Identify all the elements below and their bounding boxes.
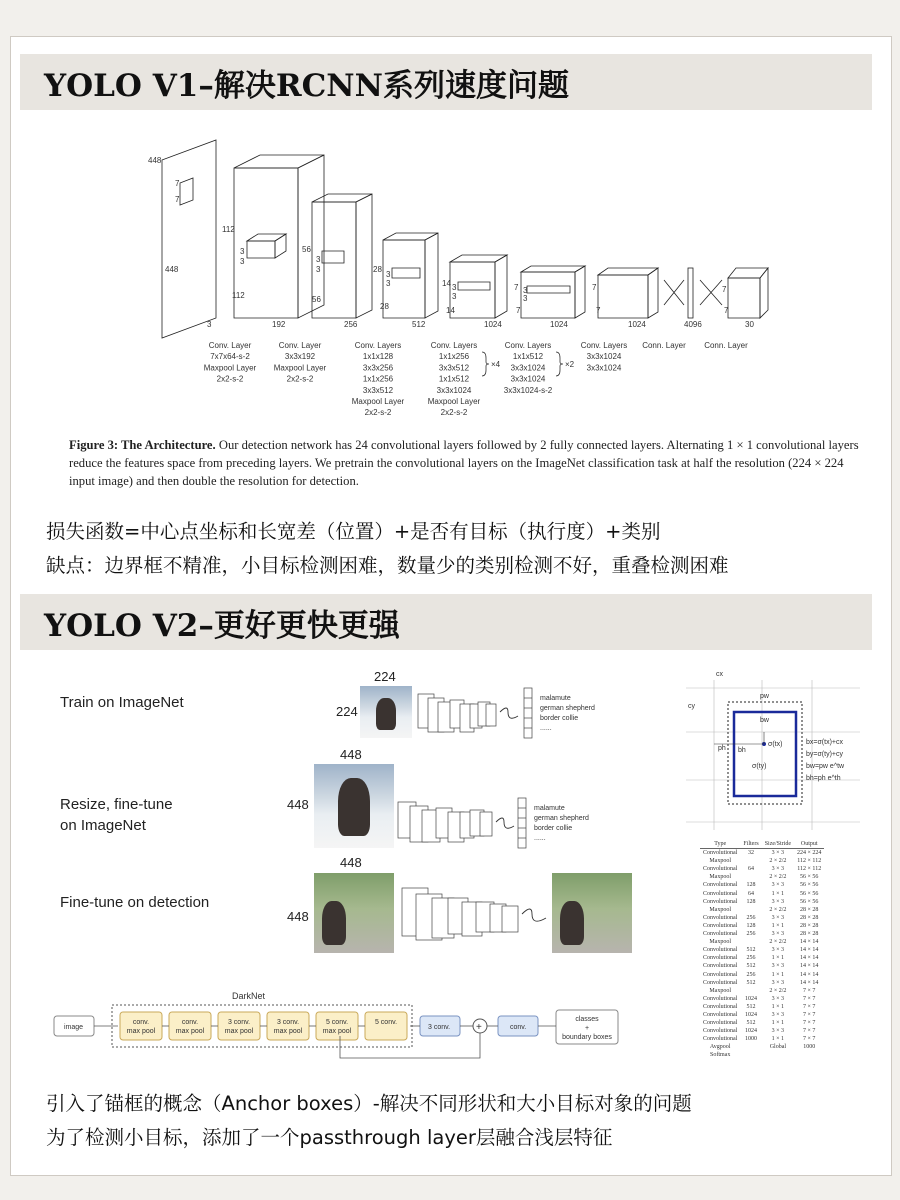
layer-group-4-line: 2x2-s-2 [440,408,468,418]
table-cell: 2 × 2/2 [769,858,787,865]
table-cell: Convolutional [703,1028,738,1035]
svg-text:28: 28 [380,302,389,311]
stage-label-3: Fine-tune on detection [60,894,210,911]
class-label: german shepherd [534,815,589,822]
layer-group-2-line: 2x2-s-2 [286,374,314,384]
table-cell: Convolutional [703,866,738,873]
darknet-block-2 [169,1012,211,1040]
svg-text:bh=ph e^th: bh=ph e^th [806,775,841,782]
cons-note: 缺点：边界框不精准，小目标检测困难，数量少的类别检测不好，重叠检测困难 [46,554,729,577]
table-row [700,1027,824,1035]
table-cell: 512 [746,1020,756,1027]
svg-text:bw=pw e^tw: bw=pw e^tw [806,763,845,770]
layer-group-6-line: 3x3x1024 [586,363,622,373]
caption-bold: Figure 3: The Architecture. [69,438,216,452]
table-cell: 1000 [803,1044,816,1051]
table-cell: 256 [746,955,756,962]
svg-text:ph: ph [718,745,726,752]
svg-text:7: 7 [724,306,729,315]
table-cell: 512 [746,947,756,954]
table-cell: 7 × 7 [803,987,816,994]
predicted-box [734,712,796,796]
darknet19-table [700,840,824,1060]
layer-group-1-line: 2x2-s-2 [216,374,244,384]
table-cell: 56 × 56 [800,882,819,889]
table-cell: 1024 [745,1028,758,1035]
layer-group-4-line: Conv. Layers [430,341,478,350]
table-row [700,1035,824,1043]
layer-group-2-line: Conv. Layer [278,341,322,350]
class-label: border collie [540,715,579,722]
table-cell: 112 × 112 [797,866,822,873]
table-cell [794,1051,824,1059]
layer-group-4-line: 3x3x1024 [436,385,472,395]
table-header: Type [700,840,740,849]
table-row [700,914,824,922]
svg-text:3: 3 [386,279,391,288]
darknet-block-6 [365,1012,407,1040]
svg-text:3: 3 [240,247,245,256]
svg-text:3: 3 [316,255,321,264]
table-row [700,857,824,865]
table-row [700,865,824,873]
table-cell: Convolutional [703,1020,738,1027]
layer-group-5-line: 1x1x512 [512,352,544,362]
darknet-block-label: 3 conv. [276,1019,300,1026]
darknet-block-label: conv. [132,1019,150,1026]
table-cell: Convolutional [703,971,738,978]
table-row [700,946,824,954]
table-cell: 512 [746,979,756,986]
svg-text:28: 28 [373,265,382,274]
table-cell: 7 × 7 [803,1028,816,1035]
svg-text:3: 3 [452,292,457,301]
table-cell: 3 × 3 [771,914,785,921]
layer-group-4-line: 3x3x512 [438,363,470,373]
layer-group-6-line: Conv. Layers [580,341,628,350]
table-cell: Convolutional [703,922,738,929]
table-cell [740,1043,761,1051]
layer-group-4-line: Maxpool Layer [427,397,481,406]
table-cell: Convolutional [703,890,738,897]
table-row [700,979,824,987]
stage3-size-left: 448 [287,909,309,924]
table-cell: 3 × 3 [771,995,785,1002]
table-cell: 1024 [745,995,758,1002]
table-cell: 1024 [745,1011,758,1018]
table-cell: 512 [746,963,756,970]
svg-text:3: 3 [316,265,321,274]
table-cell: 28 × 28 [800,914,819,921]
layer-group-5-line: 3x3x1024 [510,363,546,373]
table-cell: 56 × 56 [800,890,819,897]
svg-text:3: 3 [207,320,212,329]
svg-text:112: 112 [232,291,245,300]
table-cell: Maxpool [709,987,731,994]
table-cell: 3 × 3 [771,1011,785,1018]
table-cell: 2 × 2/2 [769,874,787,881]
svg-text:3: 3 [386,270,391,279]
table-cell: 1000 [745,1036,758,1043]
table-cell [740,906,761,914]
layer-group-5-line: 3x3x1024 [510,374,546,384]
darknet-block-3 [218,1012,260,1040]
darknet-block-label: max pool [224,1028,254,1035]
table-cell: 14 × 14 [800,971,819,978]
class-list-1 [540,695,595,732]
svg-text:7: 7 [175,195,180,204]
table-cell: 3 × 3 [771,882,785,889]
section-title-v1: YOLO V1–解决RCNN系列速度问题 [44,68,569,104]
table-cell: 56 × 56 [800,874,819,881]
table-cell: 1 × 1 [771,1020,785,1027]
svg-text:4096: 4096 [684,320,702,329]
table-cell: Convolutional [703,955,738,962]
stage2-size-top: 448 [340,747,362,762]
caption-text: Our detection network has 24 convolutional layers followed by 2 fully connected layers. Alternating 1 × 1 convolutional layers reduce the features space from preceding layers. We pretrain the convolutional layers on the ImageNet classification task at half the resolution (224 × 224 input image) and then double the resolution for detection. [69,438,859,488]
svg-text:1024: 1024 [628,320,646,329]
table-cell: 1 × 1 [771,1036,785,1043]
table-cell: 224 × 224 [797,850,822,857]
table-cell: 3 × 3 [771,1028,785,1035]
layer-group-3-line: Maxpool Layer [351,397,405,406]
table-cell: 128 [746,922,756,929]
layer-group-3-line: 3x3x512 [362,385,394,395]
table-cell: 14 × 14 [800,955,819,962]
darknet-block-1 [120,1012,162,1040]
class-label: malamute [540,695,571,702]
table-cell: 256 [746,971,756,978]
svg-text:+: + [476,1022,482,1033]
table-cell: Convolutional [703,995,738,1002]
layer-group-1-line: 7x7x64-s-2 [210,352,250,362]
table-cell: Maxpool [709,858,731,865]
table-cell: 3 × 3 [771,979,785,986]
table-cell: 3 × 3 [771,898,785,905]
layer-group-7-line: Conn. Layer [642,341,686,350]
table-cell: Maxpool [709,939,731,946]
anchor-note: 引入了锚框的概念（Anchor boxes）-解决不同形状和大小目标对象的问题 [46,1092,692,1115]
table-row [700,1003,824,1011]
table-cell: 64 [748,866,755,873]
loss-note: 损失函数=中心点坐标和长宽差（位置）+是否有目标（执行度）+类别 [46,520,661,543]
table-header: Output [794,840,824,849]
svg-text:14: 14 [446,306,455,315]
stage1-size-left: 224 [336,704,358,719]
table-cell: 7 × 7 [803,1011,816,1018]
table-cell: 64 [748,890,755,897]
table-cell: Convolutional [703,963,738,970]
class-list-2 [534,805,589,842]
svg-text:7: 7 [514,283,519,292]
table-header: Size/Stride [762,840,794,849]
table-row [700,849,824,858]
table-cell: 256 [746,914,756,921]
svg-text:112: 112 [222,225,235,234]
table-cell: Global [769,1044,787,1051]
table-cell: Convolutional [703,1003,738,1010]
svg-text:cx: cx [716,671,723,678]
table-cell: 56 × 56 [800,898,819,905]
svg-text:192: 192 [272,320,286,329]
table-cell: 7 × 7 [803,1020,816,1027]
svg-text:bx=σ(tx)+cx: bx=σ(tx)+cx [806,739,843,746]
svg-text:3: 3 [240,257,245,266]
table-cell: 7 × 7 [803,995,816,1002]
class-label: ...... [534,835,546,842]
repeat-count-4: ×4 [491,360,501,369]
table-cell: 2 × 2/2 [769,987,787,994]
stage3-size-top: 448 [340,855,362,870]
table-header: Filters [740,840,761,849]
table-cell: Convolutional [703,931,738,938]
repeat-count-5: ×2 [565,360,575,369]
darknet-block-label: max pool [273,1028,303,1035]
table-row [700,890,824,898]
svg-text:7: 7 [596,306,601,315]
table-cell: 256 [746,931,756,938]
table-cell [740,857,761,865]
svg-text:1024: 1024 [484,320,502,329]
layer-group-8-line: Conn. Layer [704,341,748,350]
class-label: german shepherd [540,705,595,712]
table-row [700,987,824,995]
table-cell: Convolutional [703,979,738,986]
class-label: border collie [534,825,573,832]
table-cell: 2 × 2/2 [769,939,787,946]
table-cell: Maxpool [709,906,731,913]
table-row [700,906,824,914]
darknet-block-label: 5 conv. [374,1019,398,1026]
table-cell: 512 [746,1003,756,1010]
class-label: ...... [540,725,552,732]
layer-group-5-line: Conv. Layers [504,341,552,350]
svg-text:256: 256 [344,320,358,329]
svg-text:conv.: conv. [510,1024,527,1031]
table-cell: 2 × 2/2 [769,906,787,913]
section-title-v2: YOLO V2–更好更快更强 [44,608,400,644]
table-row [700,873,824,881]
table-cell: 14 × 14 [800,939,819,946]
table-cell [740,873,761,881]
table-cell: Convolutional [703,1036,738,1043]
passthrough-note: 为了检测小目标，添加了一个passthrough layer层融合浅层特征 [46,1126,613,1149]
table-cell: 14 × 14 [800,979,819,986]
layer-group-2-line: Maxpool Layer [273,363,327,373]
table-cell: Convolutional [703,850,738,857]
table-row [700,898,824,906]
table-cell [762,1051,794,1059]
layer-group-2-line: 3x3x192 [284,352,316,362]
table-cell: 14 × 14 [800,963,819,970]
svg-text:30: 30 [745,320,754,329]
stage1-size-top: 224 [374,669,396,684]
table-row [700,954,824,962]
table-cell: 128 [746,882,756,889]
table-cell: 1 × 1 [771,971,785,978]
svg-text:7: 7 [592,283,597,292]
table-row [700,881,824,889]
svg-text:56: 56 [312,295,321,304]
stage2-size-left: 448 [287,797,309,812]
table-cell: 28 × 28 [800,906,819,913]
layer-group-3-line: 2x2-s-2 [364,408,392,418]
svg-text:512: 512 [412,320,426,329]
table-cell: Convolutional [703,1011,738,1018]
stage-label-1: Train on ImageNet [60,694,184,711]
table-cell: 112 × 112 [797,858,822,865]
table-cell: 7 × 7 [803,1003,816,1010]
table-cell: 3 × 3 [771,931,785,938]
table-row [700,1019,824,1027]
layer-group-6-line: 3x3x1024 [586,352,622,362]
table-cell [740,1051,761,1059]
table-cell: 128 [746,898,756,905]
darknet-block-label: max pool [126,1028,156,1035]
layer-group-3-line: Conv. Layers [354,341,402,350]
svg-text:image: image [64,1024,84,1031]
table-cell: 14 × 14 [800,947,819,954]
table-cell: 1 × 1 [771,922,785,929]
table-row [700,922,824,930]
table-row [700,930,824,938]
layer-group-3-line: 1x1x128 [362,352,394,362]
svg-text:3: 3 [523,294,528,303]
layer-group-3-line: 3x3x256 [362,363,394,373]
svg-text:bw: bw [760,717,769,724]
class-label: malamute [534,805,565,812]
svg-text:DarkNet: DarkNet [232,991,266,1001]
svg-text:bh: bh [738,747,746,754]
table-row [700,971,824,979]
stage-label-2: Resize, fine-tune on ImageNet [60,796,173,834]
table-cell: Convolutional [703,914,738,921]
table-cell: 1 × 1 [771,1003,785,1010]
table-cell: Convolutional [703,947,738,954]
svg-text:pw: pw [760,693,769,700]
darknet-block-label: 3 conv. [227,1019,251,1026]
svg-text:448: 448 [148,156,162,165]
layer-group-1-line: Conv. Layer [208,341,252,350]
table-row [700,1011,824,1019]
table-row [700,995,824,1003]
table-cell: 28 × 28 [800,922,819,929]
table-cell: Maxpool [709,874,731,881]
darknet-block-label: max pool [322,1028,352,1035]
layer-group-1-line: Maxpool Layer [203,363,257,373]
table-row [700,1051,824,1059]
table-cell: 32 [748,850,755,857]
svg-text:3: 3 [452,283,457,292]
svg-text:1024: 1024 [550,320,568,329]
layer-group-3-line: 1x1x256 [362,374,394,384]
table-cell: 1 × 1 [771,955,785,962]
darknet-block-label: 5 conv. [325,1019,349,1026]
table-cell: 28 × 28 [800,931,819,938]
layer-group-4-line: 1x1x512 [438,374,470,384]
table-cell: 7 × 7 [803,1036,816,1043]
darknet-block-5 [316,1012,358,1040]
table-row [700,1043,824,1051]
table-cell: 1 × 1 [771,890,785,897]
table-cell [740,987,761,995]
table-row [700,938,824,946]
svg-text:56: 56 [302,245,311,254]
svg-text:3: 3 [523,286,528,295]
table-cell: 3 × 3 [771,963,785,970]
table-row [700,962,824,970]
table-cell: 3 × 3 [771,947,785,954]
table-cell: Convolutional [703,898,738,905]
darknet-blocks [120,1012,407,1040]
darknet-block-label: max pool [175,1028,205,1035]
layer-group-5-line: 3x3x1024-s-2 [503,385,553,395]
table-cell: Convolutional [703,882,738,889]
darknet-block-4 [267,1012,309,1040]
table-cell: 3 × 3 [771,850,785,857]
svg-text:7: 7 [175,179,180,188]
table-cell: Avgpool [709,1044,731,1051]
table-cell [740,938,761,946]
svg-text:14: 14 [442,279,451,288]
svg-text:σ(tx): σ(tx) [768,741,783,748]
svg-text:by=σ(ty)+cy: by=σ(ty)+cy [806,751,843,758]
pipeline-output-text: classes + boundary boxes [562,1016,612,1041]
svg-text:σ(ty): σ(ty) [752,763,767,770]
svg-text:3 conv.: 3 conv. [428,1024,451,1031]
darknet-block-label: conv. [181,1019,199,1026]
table-cell: Softmax [710,1052,731,1059]
table-cell: 3 × 3 [771,866,785,873]
svg-text:cy: cy [688,703,695,710]
svg-text:448: 448 [165,265,179,274]
layer-group-4-line: 1x1x256 [438,352,470,362]
svg-text:7: 7 [722,285,727,294]
svg-text:7: 7 [516,306,521,315]
